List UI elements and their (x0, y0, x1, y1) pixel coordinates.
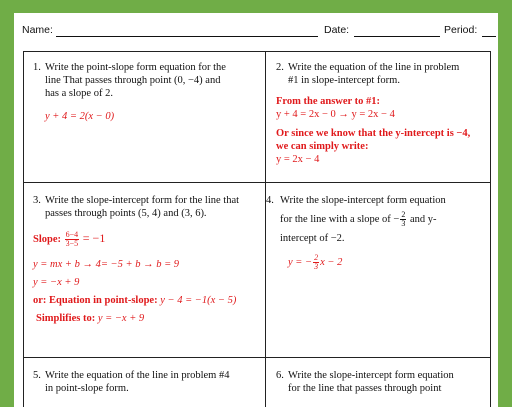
problem-6-line-1: Write the slope-intercept form equation (288, 370, 454, 381)
problem-2-line-1: Write the equation of the line in problem (288, 62, 460, 73)
problem-2-answer-5: y = 2x − 4 (276, 154, 320, 165)
problem-5-line-2: in point-slope form. (45, 383, 129, 394)
problem-1-line-2: line That passes through point (0, −4) and (45, 75, 221, 86)
problem-5-line-1: Write the equation of the line in problem #4 (45, 370, 230, 381)
period-label: Period: (444, 24, 478, 36)
problem-2-answer-4: we can simply write: (276, 141, 369, 152)
problem-3-line-1: Write the slope-intercept form for the line that (45, 195, 240, 206)
problem-1 (33, 61, 261, 179)
problem-3-slope: Slope: $\frac{6-4}{3-5}$ = −1 (33, 230, 106, 248)
problem-3-answer-5: Simplifies to: y = −x + 9 (36, 313, 145, 324)
problem-3-number: 3. (33, 195, 41, 206)
problem-2-answer-2: y + 4 = 2x − 0 → y = 2x − 4 (276, 109, 395, 120)
slope-fraction: $\frac{6-4}{3-5}$ (65, 230, 79, 248)
problem-4 (266, 194, 486, 354)
name-label: Name: (22, 24, 53, 36)
problem-3-answer-3: y = −x + 9 (33, 277, 80, 288)
date-blank (354, 36, 440, 37)
problem-3-line-2: passes through points (5, 4) and (3, 6). (45, 208, 207, 219)
period-blank (482, 36, 496, 37)
problem-6-number: 6. (276, 370, 284, 381)
problem-1-line-1: Write the point-slope form equation for the (45, 62, 226, 73)
problem-4-line-2: for the line with a slope of − $\frac{2}{3}$ and y- (280, 210, 437, 228)
problem-2-answer-1: From the answer to #1: (276, 96, 381, 107)
date-label: Date: (324, 24, 350, 36)
problem-grid (23, 51, 490, 407)
problem-2-line-2: #1 in slope-intercept form. (288, 75, 400, 86)
problem-2-answer-3: Or since we know that the y-intercept is −4, (276, 128, 471, 139)
problem-3-answer-2: y = mx + b → 4= −5 + b → b = 9 (33, 259, 180, 270)
problem-1-answer: y + 4 = 2(x − 0) (45, 111, 115, 122)
worksheet-header (22, 24, 492, 40)
problem-3 (33, 194, 265, 354)
problem-6 (276, 369, 486, 407)
problem-6-line-2: for the line that passes through point (288, 383, 442, 394)
problem-3-answer-4: or: Equation in point-slope: y − 4 = −1(x − 5) (33, 295, 237, 306)
problem-2-number: 2. (276, 62, 284, 73)
worksheet (14, 13, 498, 407)
problem-4-answer: y = − $\frac{2}{3}$ x − 2 (288, 253, 343, 271)
problem-4-line-3: intercept of −2. (280, 233, 345, 244)
problem-4-number: 4. (266, 195, 274, 206)
problem-4-line-1: Write the slope-intercept form equation (280, 195, 446, 206)
problem-1-number: 1. (33, 62, 41, 73)
problem-1-line-3: has a slope of 2. (45, 88, 113, 99)
problem-5-number: 5. (33, 370, 41, 381)
name-blank (56, 36, 318, 37)
problem-5 (33, 369, 261, 407)
problem-2 (276, 61, 486, 179)
